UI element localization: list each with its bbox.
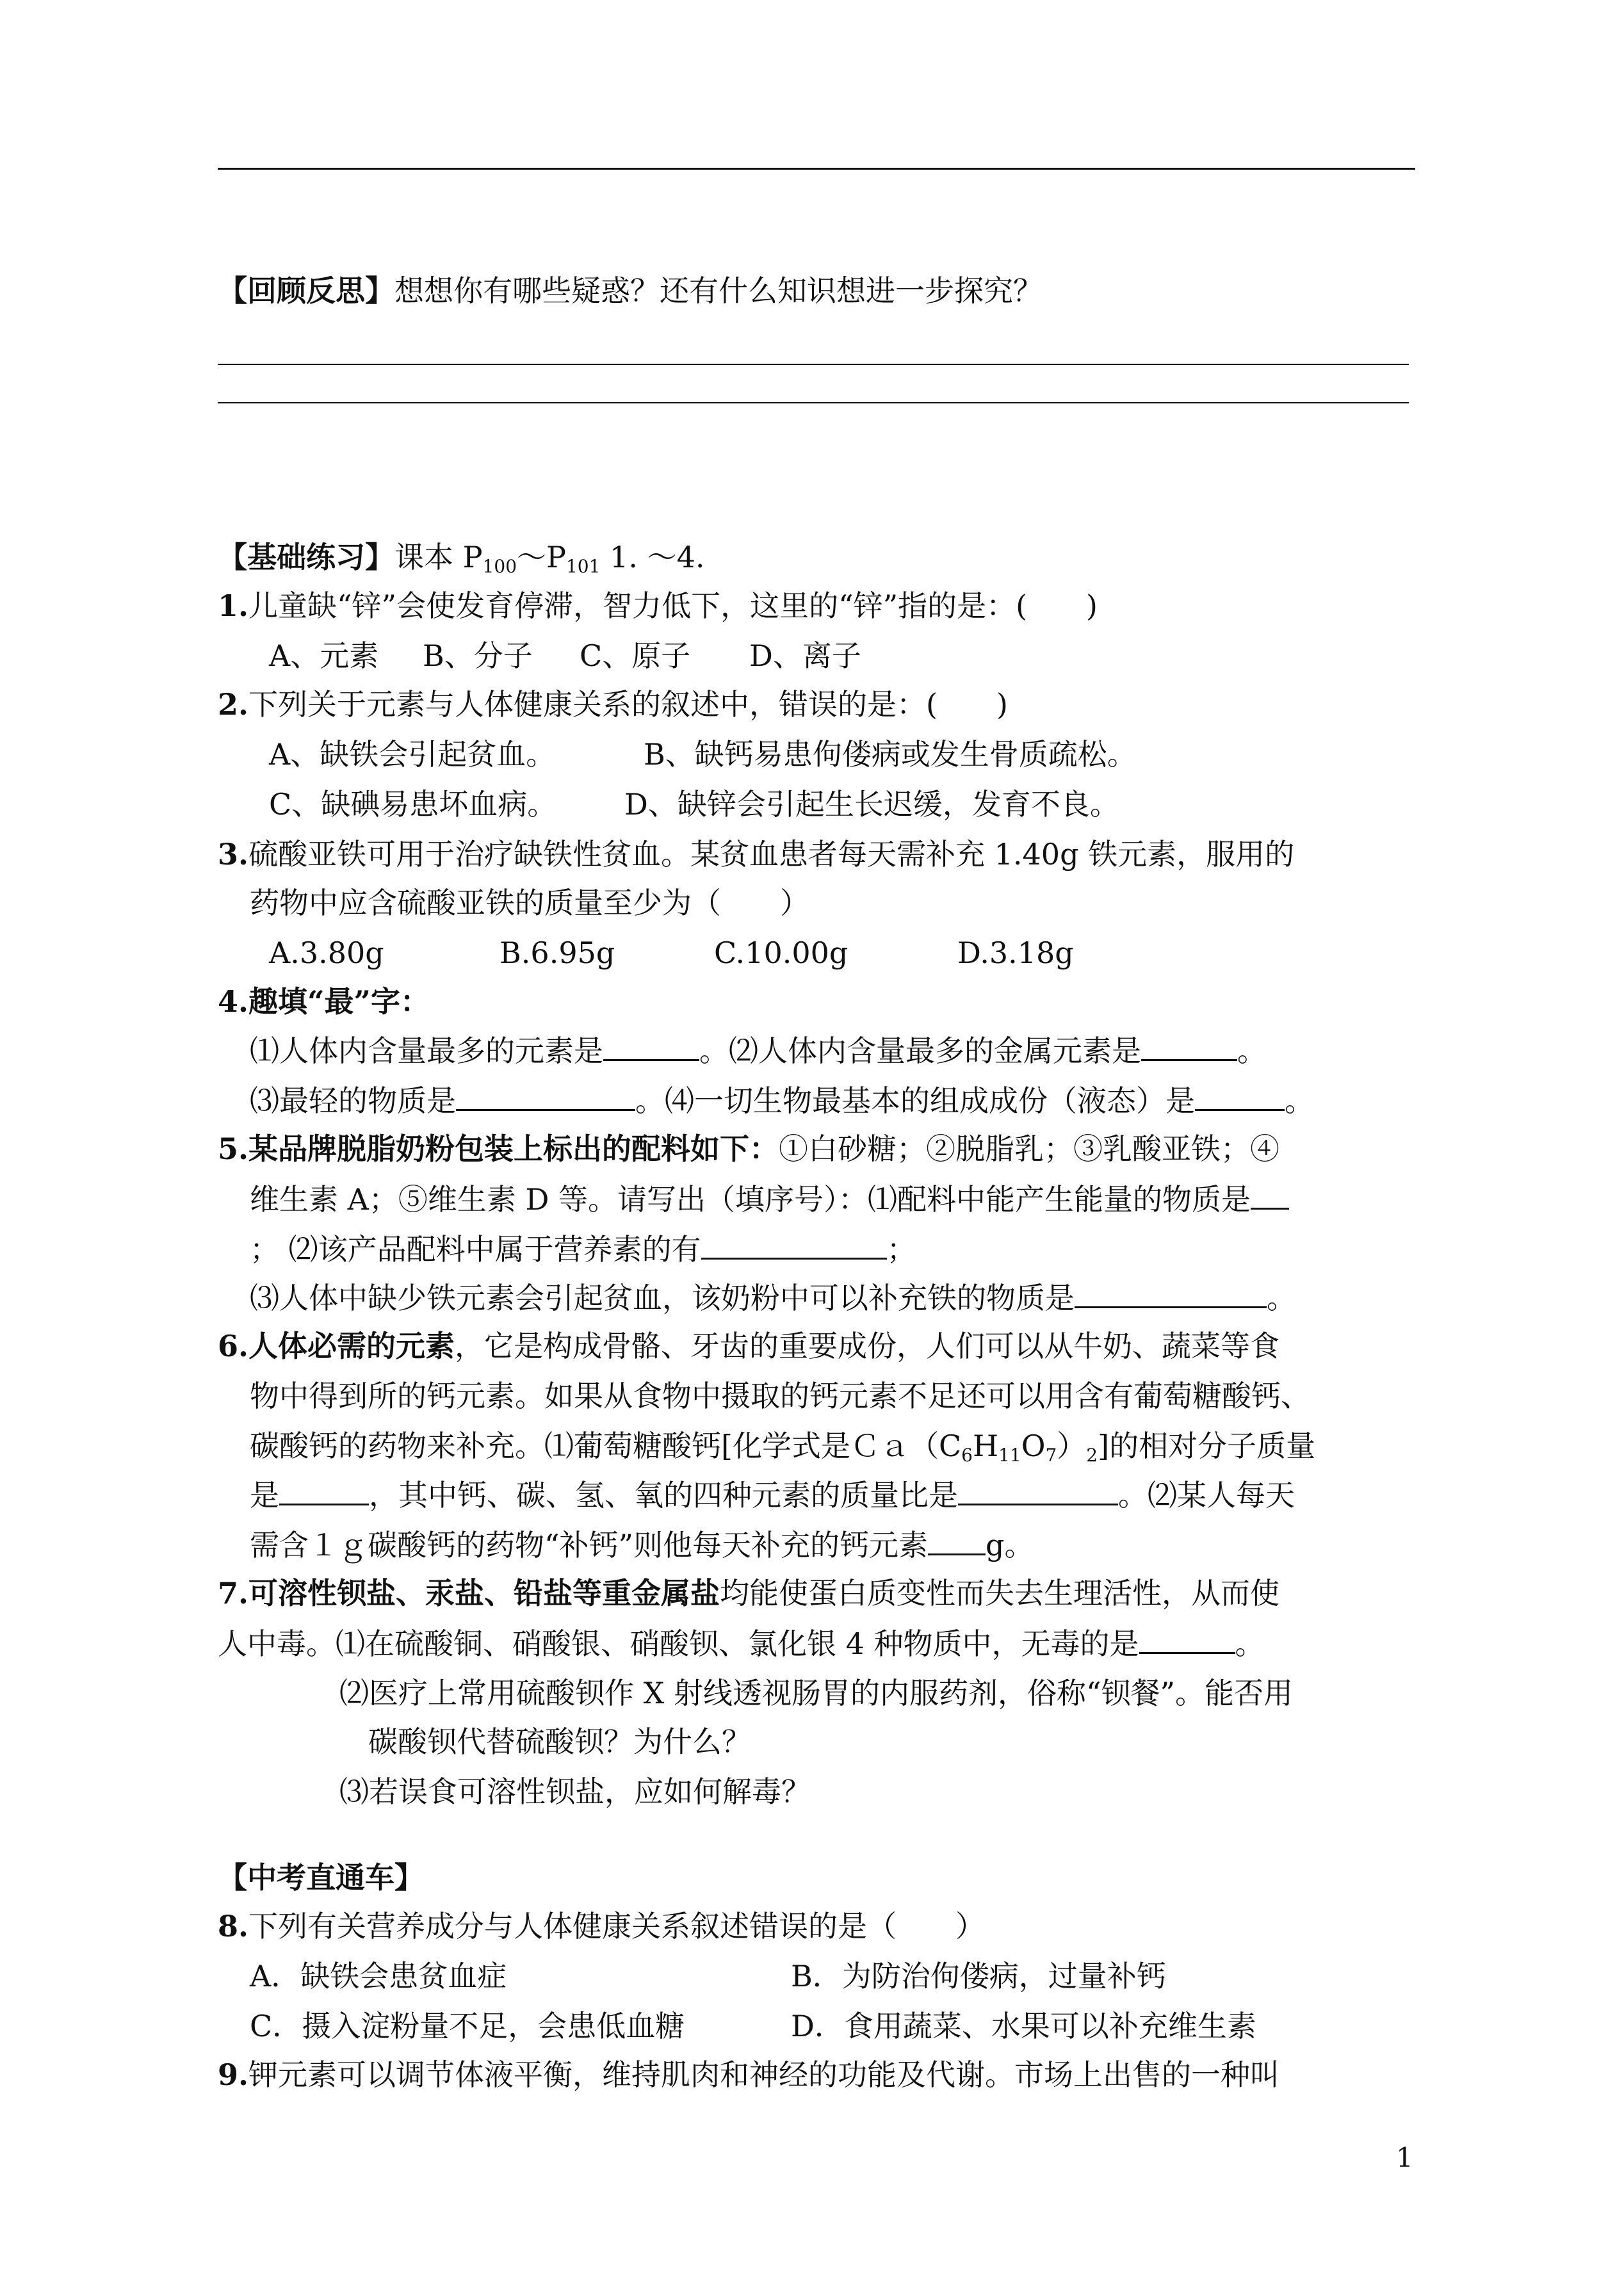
- q8-options-row2: [250, 2006, 1256, 2047]
- q6-blank-3[interactable]: [928, 1524, 986, 1555]
- q6-bold: 人体必需的元素: [248, 1329, 455, 1363]
- q1-option-b: B、分子: [423, 638, 533, 673]
- q6-sub-c: 6: [961, 1445, 973, 1466]
- q6-l3d: ）: [1057, 1429, 1087, 1463]
- q7-line4: 碳酸钡代替硫酸钡？为什么？: [368, 1724, 751, 1759]
- q3-stem-line2: 药物中应含硫酸亚铁的质量至少为（ ）: [250, 886, 809, 920]
- q2-stem: [218, 684, 1008, 725]
- q1-stem: [218, 585, 1098, 626]
- q2-option-b: B、缺钙易患佝偻病或发生骨质疏松。: [644, 737, 1137, 772]
- q2-number: 2.: [218, 687, 249, 722]
- basic-text-a: 课本 P: [394, 540, 483, 574]
- q5-line4: [250, 1277, 1296, 1318]
- basic-text-c: 1. ～4.: [600, 540, 705, 574]
- q5-l4a: ⑶人体中缺少铁元素会引起贫血，该奶粉中可以补充铁的物质是: [250, 1281, 1075, 1315]
- q8-option-d: D．食用蔬菜、水果可以补充维生素: [791, 2009, 1256, 2043]
- q7-bold: 可溶性钡盐、汞盐、铅盐等重金属盐: [248, 1576, 720, 1610]
- q7-number: 7.: [218, 1576, 249, 1610]
- q6-line1: [218, 1326, 1279, 1366]
- q5-l1: ①白砂糖；②脱脂乳；③乳酸亚铁；④: [779, 1131, 1280, 1166]
- q5-l2a: 维生素 A；⑤维生素 D 等。请写出（填序号）：⑴配料中能产生能量的物质是: [250, 1182, 1251, 1217]
- q3-option-b: B.6.95g: [499, 936, 615, 970]
- q7-line1: [218, 1573, 1279, 1614]
- q7-l1: 均能使蛋白质变性而失去生理活性，从而使: [720, 1576, 1280, 1610]
- q9-stem-text: 钾元素可以调节体液平衡，维持肌肉和神经的功能及代谢。市场上出售的一种叫: [248, 2057, 1280, 2092]
- reflect-text: 想想你有哪些疑惑？还有什么知识想进一步探究？: [394, 273, 1043, 308]
- q2-options-row1: [269, 734, 1137, 775]
- q4-number: 4.: [218, 984, 249, 1019]
- q8-number: 8.: [218, 1909, 249, 1943]
- q4-line2: [250, 1080, 1314, 1121]
- q2-stem-text: 下列关于元素与人体健康关系的叙述中，错误的是：( ): [248, 687, 1008, 722]
- q3-number: 3.: [218, 837, 249, 872]
- basic-page-start: 100: [482, 556, 517, 577]
- exam-heading: 【中考直通车】: [218, 1860, 424, 1895]
- q5-line1: [218, 1128, 1279, 1169]
- q1-option-a: A、元素: [269, 638, 379, 673]
- q7-line5: ⑶若误食可溶性钡盐，应如何解毒？: [339, 1774, 811, 1809]
- q9-stem: [218, 2054, 1279, 2095]
- q6-sub-2: 2: [1086, 1445, 1098, 1466]
- basic-page-end: 101: [565, 556, 601, 577]
- q9-number: 9.: [218, 2057, 249, 2092]
- q4-l1a: ⑴人体内含量最多的元素是: [250, 1034, 603, 1068]
- q4-title-text: 趣填“最”字：: [248, 984, 430, 1019]
- q4-line1: [250, 1030, 1267, 1071]
- q6-blank-2[interactable]: [958, 1474, 1118, 1505]
- q6-number: 6.: [218, 1329, 249, 1363]
- q6-l4a: 是: [250, 1478, 279, 1512]
- q2-option-a: A、缺铁会引起贫血。: [269, 737, 556, 772]
- q5-blank-2[interactable]: [701, 1228, 887, 1260]
- q5-blank-3[interactable]: [1075, 1277, 1267, 1308]
- q8-option-c: C．摄入淀粉量不足，会患低血糖: [250, 2009, 685, 2043]
- q6-l5b: g。: [986, 1528, 1034, 1562]
- q8-stem: [218, 1906, 985, 1947]
- q6-blank-1[interactable]: [279, 1474, 369, 1505]
- q1-option-c: C、原子: [580, 638, 691, 673]
- q8-option-a: A．缺铁会患贫血症: [250, 1959, 507, 1993]
- q7-l2b: 。: [1235, 1626, 1265, 1661]
- q2-options-row2: [269, 784, 1119, 825]
- top-rule: [218, 168, 1415, 170]
- q5-line3: [250, 1228, 916, 1270]
- reflect-heading: [218, 270, 1043, 311]
- q6-l4c: 。⑵某人每天: [1118, 1478, 1295, 1512]
- q4-blank-2[interactable]: [1141, 1030, 1237, 1061]
- q8-option-b: B．为防治佝偻病，过量补钙: [791, 1959, 1166, 1993]
- q5-number: 5.: [218, 1131, 249, 1166]
- q2-option-d: D、缺锌会引起生长迟缓，发育不良。: [624, 787, 1119, 822]
- q4-title: [218, 981, 430, 1022]
- q4-l2a: ⑶最轻的物质是: [250, 1083, 456, 1118]
- q4-l2c: 。: [1285, 1083, 1314, 1118]
- q5-line2: [250, 1178, 1289, 1220]
- q6-l1: ，它是构成骨骼、牙齿的重要成份，人们可以从牛奶、蔬菜等食: [455, 1329, 1280, 1363]
- q6-line4: [250, 1474, 1295, 1516]
- reflect-label: 【回顾反思】: [218, 273, 394, 308]
- answer-line-1: [218, 364, 1409, 365]
- q1-stem-text: 儿童缺“锌”会使发育停滞，智力低下，这里的“锌”指的是：( ): [248, 588, 1098, 623]
- q4-blank-3[interactable]: [456, 1080, 635, 1111]
- q6-line2: 物中得到所的钙元素。如果从食物中摄取的钙元素不足还可以用含有葡萄糖酸钙、: [250, 1379, 1310, 1413]
- q3-options: [269, 932, 1074, 973]
- q7-line2: [218, 1623, 1265, 1664]
- q1-options: [269, 635, 861, 676]
- q3-stem: [218, 834, 1294, 875]
- q6-sub-h: 11: [998, 1445, 1021, 1466]
- q3-option-c: C.10.00g: [714, 936, 849, 970]
- q7-l2a: 人中毒。⑴在硫酸铜、硝酸银、硝酸钡、氯化银 4 种物质中，无毒的是: [218, 1626, 1139, 1661]
- q4-l1c: 。: [1237, 1034, 1267, 1068]
- q5-blank-1[interactable]: [1251, 1178, 1289, 1210]
- q1-option-d: D、离子: [749, 638, 861, 673]
- q6-sub-o: 7: [1045, 1445, 1057, 1466]
- q4-blank-4[interactable]: [1195, 1080, 1285, 1111]
- q5-l3a: ； ⑵该产品配料中属于营养素的有: [250, 1232, 701, 1267]
- q8-stem-text: 下列有关营养成分与人体健康关系叙述错误的是（ ）: [248, 1909, 986, 1943]
- q3-option-d: D.3.18g: [957, 936, 1074, 970]
- q2-option-c: C、缺碘易患坏血病。: [269, 787, 557, 822]
- q6-line5: [250, 1524, 1034, 1566]
- q5-l3b: ；: [886, 1232, 916, 1267]
- page-number: 1: [1396, 2142, 1413, 2173]
- basic-text-b: ～P: [517, 540, 566, 574]
- basic-label: 【基础练习】: [218, 540, 394, 574]
- q5-bold: 某品牌脱脂奶粉包装上标出的配料如下：: [248, 1131, 779, 1166]
- q6-l3b: H: [972, 1429, 999, 1463]
- q4-l1b: 。⑵人体内含量最多的金属元素是: [699, 1034, 1141, 1068]
- q6-l3c: O: [1021, 1429, 1046, 1463]
- answer-line-2: [218, 402, 1409, 403]
- q1-number: 1.: [218, 588, 249, 623]
- q6-line3: [250, 1425, 1315, 1466]
- q7-blank-1[interactable]: [1139, 1623, 1235, 1654]
- q8-options-row1: [250, 1956, 1166, 1997]
- q3-stem-line1: 硫酸亚铁可用于治疗缺铁性贫血。某贫血患者每天需补充 1.40g 铁元素，服用的: [248, 837, 1295, 872]
- q3-option-a: A.3.80g: [269, 936, 384, 970]
- q4-l2b: 。⑷一切生物最基本的组成成份（液态）是: [635, 1083, 1195, 1118]
- basic-heading: [218, 537, 704, 578]
- q6-l4b: ，其中钙、碳、氢、氧的四种元素的质量比是: [369, 1478, 958, 1512]
- q5-l4b: 。: [1267, 1281, 1296, 1315]
- q4-blank-1[interactable]: [603, 1030, 699, 1061]
- q7-line3: ⑵医疗上常用硫酸钡作 X 射线透视肠胃的内服药剂，俗称“钡餐”。能否用: [339, 1676, 1294, 1710]
- q6-l5a: 需含１ｇ碳酸钙的药物“补钙”则他每天补充的钙元素: [250, 1528, 929, 1562]
- q6-l3e: ]的相对分子质量: [1098, 1429, 1316, 1463]
- q6-l3a: 碳酸钙的药物来补充。⑴葡萄糖酸钙[化学式是Ｃａ（C: [250, 1429, 962, 1463]
